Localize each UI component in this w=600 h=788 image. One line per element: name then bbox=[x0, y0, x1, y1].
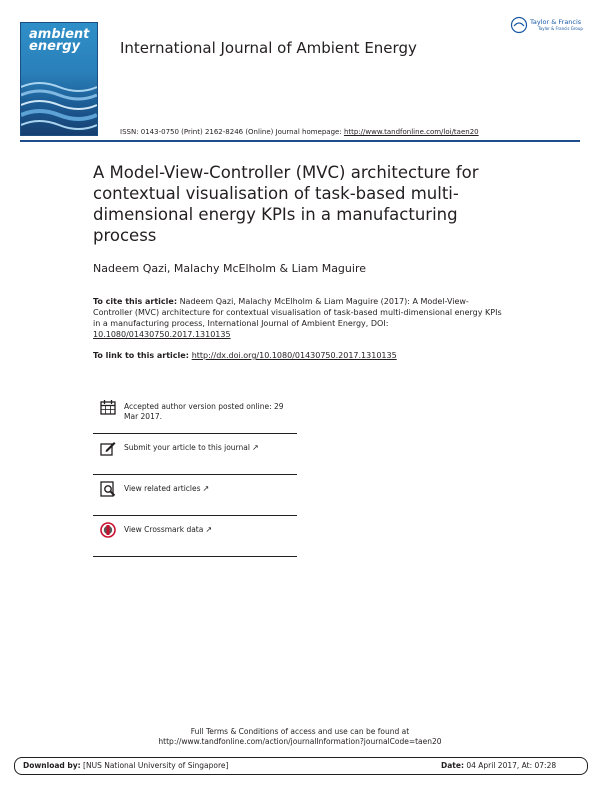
external-link-icon: ↗ bbox=[251, 443, 259, 452]
terms-url-link[interactable]: http://www.tandfonline.com/action/journalInformation?journalCode=taen20 bbox=[158, 737, 442, 746]
citation-label: To cite this article: bbox=[93, 297, 178, 306]
download-date bbox=[441, 761, 556, 770]
download-date-value: 04 April 2017, At: 07:28 bbox=[463, 761, 557, 770]
edit-icon bbox=[100, 440, 116, 456]
citation-block bbox=[93, 296, 503, 340]
article-doi-link[interactable]: http://dx.doi.org/10.1080/01430750.2017.1310135 bbox=[191, 351, 397, 360]
publisher-logo-text: Taylor & Francis bbox=[530, 18, 582, 26]
action-submit-article[interactable] bbox=[93, 434, 297, 475]
publisher-logo[interactable] bbox=[510, 16, 582, 36]
crossmark-icon bbox=[100, 522, 116, 538]
terms-block bbox=[0, 727, 600, 747]
crossmark-label[interactable]: View Crossmark data bbox=[124, 525, 204, 534]
downloaded-by bbox=[23, 761, 228, 770]
article-authors: Nadeem Qazi, Malachy McElholm & Liam Maguire bbox=[93, 262, 366, 275]
action-related-articles[interactable] bbox=[93, 475, 297, 516]
issn-text: ISSN: 0143-0750 (Print) 2162-8246 (Online) Journal homepage: bbox=[120, 128, 344, 136]
external-link-icon: ↗ bbox=[205, 525, 213, 534]
article-link-line bbox=[93, 351, 397, 360]
article-link-label: To link to this article: bbox=[93, 351, 192, 360]
related-articles-label[interactable]: View related articles bbox=[124, 484, 201, 493]
search-icon bbox=[100, 481, 116, 497]
downloaded-by-value: [NUS National University of Singapore] bbox=[80, 761, 229, 770]
publisher-logo-subtext: Taylor & Francis Group bbox=[538, 26, 583, 31]
submit-article-label[interactable]: Submit your article to this journal bbox=[124, 443, 250, 452]
article-actions-list bbox=[93, 393, 297, 557]
action-crossmark[interactable] bbox=[93, 516, 297, 557]
cover-title: ambient energy bbox=[29, 27, 90, 54]
journal-cover-image bbox=[20, 22, 98, 136]
download-info-bar bbox=[14, 757, 588, 775]
journal-title: International Journal of Ambient Energy bbox=[120, 39, 417, 57]
issn-line bbox=[120, 128, 479, 136]
citation-text: Nadeem Qazi, Malachy McElholm & Liam Maguire (2017): A Model-View-Controller (MVC) architecture for contextual visualisation of task-based multi-dimensional energy KPIs in a manufacturing process, International Journal of Ambient Energy, DOI: bbox=[93, 297, 502, 328]
header-rule bbox=[20, 140, 580, 142]
journal-homepage-link[interactable]: http://www.tandfonline.com/loi/taen20 bbox=[343, 128, 479, 136]
terms-line: Full Terms & Conditions of access and use can be found at bbox=[190, 727, 410, 736]
download-date-label: Date: bbox=[441, 761, 464, 770]
external-link-icon: ↗ bbox=[202, 484, 210, 493]
citation-doi-link[interactable]: 10.1080/01430750.2017.1310135 bbox=[93, 330, 231, 339]
cover-wave-graphic bbox=[21, 73, 97, 135]
action-accepted-version bbox=[93, 393, 297, 434]
accepted-version-label: Accepted author version posted online: 29 Mar 2017. bbox=[124, 402, 284, 421]
downloaded-by-label: Download by: bbox=[23, 761, 81, 770]
article-title: A Model-View-Controller (MVC) architecture for contextual visualisation of task-based multi-dimensional energy KPIs in a manufacturing process bbox=[93, 163, 479, 245]
publisher-logo-icon bbox=[510, 16, 528, 34]
calendar-icon bbox=[100, 399, 116, 415]
